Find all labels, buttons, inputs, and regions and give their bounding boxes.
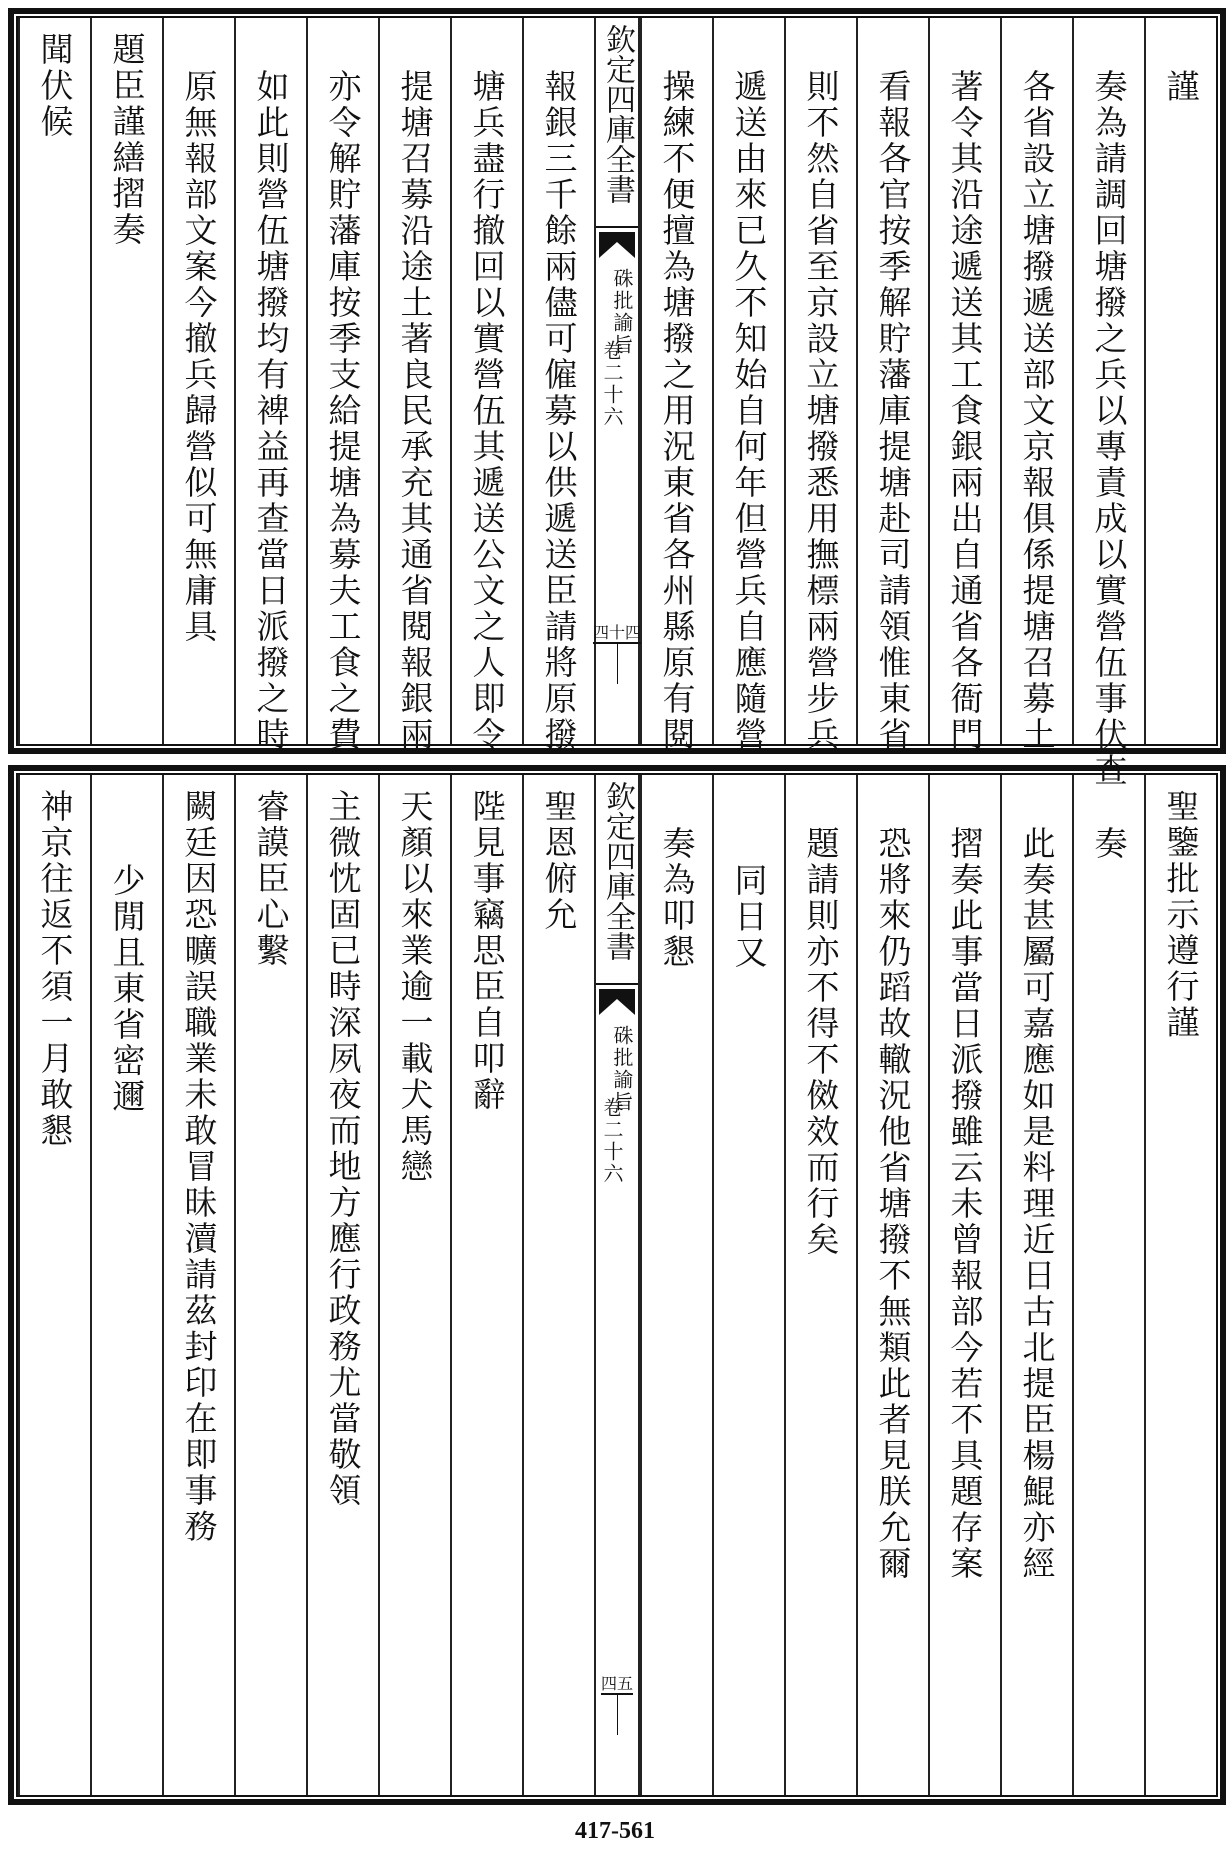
column-text: 聖鑒批示遵行謹 xyxy=(1161,789,1201,1041)
column-text: 原無報部文案今撤兵歸營似可無庸具 xyxy=(179,69,219,645)
center-margin-column xyxy=(594,775,640,1795)
text-column xyxy=(1144,775,1216,1795)
column-text: 如此則營伍塘撥均有裨益再查當日派撥之時 xyxy=(251,69,291,753)
fishtail-mark-icon xyxy=(599,989,635,1017)
text-column xyxy=(18,18,90,744)
text-column xyxy=(1072,775,1144,1795)
column-text: 題請則亦不得不傚效而行矣 xyxy=(801,826,841,1258)
section-title: 硃批諭旨 xyxy=(610,1025,635,1113)
bottom-inner-border xyxy=(16,773,1218,1797)
volume-label: 卷二十六 xyxy=(599,340,624,428)
column-text: 少閒且東省密邇 xyxy=(107,863,147,1115)
column-text: 神京往返不須一月敢懇 xyxy=(35,789,75,1149)
column-text: 同日又 xyxy=(729,863,769,971)
volume-label: 卷二十六 xyxy=(599,1097,624,1185)
page-number: 四十四 xyxy=(592,623,642,642)
column-text: 謹 xyxy=(1161,69,1201,105)
text-column xyxy=(712,18,784,753)
column-text: 此奏甚屬可嘉應如是料理近日古北提臣楊鯤亦經 xyxy=(1017,826,1057,1582)
text-column xyxy=(162,18,234,744)
column-text: 奏為請調回塘撥之兵以專責成以實營伍事伏查 xyxy=(1089,69,1129,789)
text-column xyxy=(640,775,712,1795)
column-text: 各省設立塘撥遞送部文京報俱係提塘召募土 xyxy=(1017,69,1057,753)
column-text: 天顏以來業逾一載犬馬戀 xyxy=(395,789,435,1185)
text-column xyxy=(856,18,928,753)
text-column xyxy=(450,18,522,753)
page-tick-line xyxy=(617,644,618,684)
text-column xyxy=(928,18,1000,753)
column-text: 提塘召募沿途土著良民承充其通省閱報銀兩 xyxy=(395,69,435,753)
title-separator xyxy=(596,983,638,985)
text-column xyxy=(234,18,306,753)
column-text: 闕廷因恐曠誤職業未敢冒昧瀆請茲封印在即事務 xyxy=(179,789,219,1545)
book-title: 欽定四庫全書 xyxy=(600,781,635,961)
title-separator xyxy=(596,226,638,228)
column-text: 睿謨臣心繫 xyxy=(251,789,291,969)
column-text: 聖恩俯允 xyxy=(539,789,579,933)
column-text: 摺奏此事當日派撥雖云未曾報部今若不具題存案 xyxy=(945,826,985,1582)
text-column xyxy=(522,775,594,1795)
bottom-page xyxy=(0,765,1230,1810)
text-column xyxy=(784,18,856,753)
column-text: 陛見事竊思臣自叩辭 xyxy=(467,789,507,1113)
page-number: 四五 xyxy=(600,1674,634,1693)
text-column xyxy=(784,775,856,1795)
top-page xyxy=(0,0,1230,789)
top-inner-border xyxy=(16,16,1218,789)
text-column xyxy=(162,775,234,1795)
text-column xyxy=(378,18,450,753)
text-column xyxy=(18,775,90,1795)
column-text: 則不然自省至京設立塘撥悉用撫標兩營步兵 xyxy=(801,69,841,753)
column-text: 主微忱固已時深夙夜而地方應行政務尤當敬領 xyxy=(323,789,363,1509)
text-column xyxy=(1000,775,1072,1795)
text-column xyxy=(306,775,378,1795)
book-title: 欽定四庫全書 xyxy=(600,24,635,204)
column-text: 奏 xyxy=(1089,826,1129,862)
column-text: 聞伏候 xyxy=(35,32,75,140)
text-column xyxy=(90,775,162,1795)
column-text: 亦令解貯藩庫按季支給提塘為募夫工食之費 xyxy=(323,69,363,753)
column-text: 操練不便擅為塘撥之用況東省各州縣原有閱 xyxy=(657,69,697,753)
text-column xyxy=(1000,18,1072,753)
column-text: 看報各官按季解貯藩庫提塘赴司請領惟東省 xyxy=(873,69,913,753)
text-column xyxy=(234,775,306,1795)
column-text: 著令其沿途遞送其工食銀兩出自通省各衙門 xyxy=(945,69,985,753)
text-column xyxy=(306,18,378,753)
section-title: 硃批諭旨 xyxy=(610,268,635,356)
text-column xyxy=(1072,18,1144,789)
page-tick-line xyxy=(617,1695,618,1735)
column-text: 奏為叩懇 xyxy=(657,826,697,970)
fishtail-mark-icon xyxy=(599,232,635,260)
column-text: 題臣謹繕摺奏 xyxy=(107,32,147,248)
column-text: 塘兵盡行撤回以實營伍其遞送公文之人即令 xyxy=(467,69,507,753)
column-text: 恐將來仍蹈故轍況他省塘撥不無類此者見朕允爾 xyxy=(873,826,913,1582)
column-text: 報銀三千餘兩儘可僱募以供遞送臣請將原撥 xyxy=(539,69,579,753)
text-column xyxy=(928,775,1000,1795)
text-column xyxy=(378,775,450,1795)
text-column xyxy=(640,18,712,753)
text-column xyxy=(90,18,162,744)
column-text: 遞送由來已久不知始自何年但營兵自應隨營 xyxy=(729,69,769,753)
center-margin-column xyxy=(594,18,640,744)
text-column xyxy=(712,775,784,1795)
text-column xyxy=(450,775,522,1795)
text-column xyxy=(522,18,594,753)
page-footer-number: 417-561 xyxy=(575,1818,655,1844)
text-column xyxy=(856,775,928,1795)
text-column xyxy=(1144,18,1216,744)
